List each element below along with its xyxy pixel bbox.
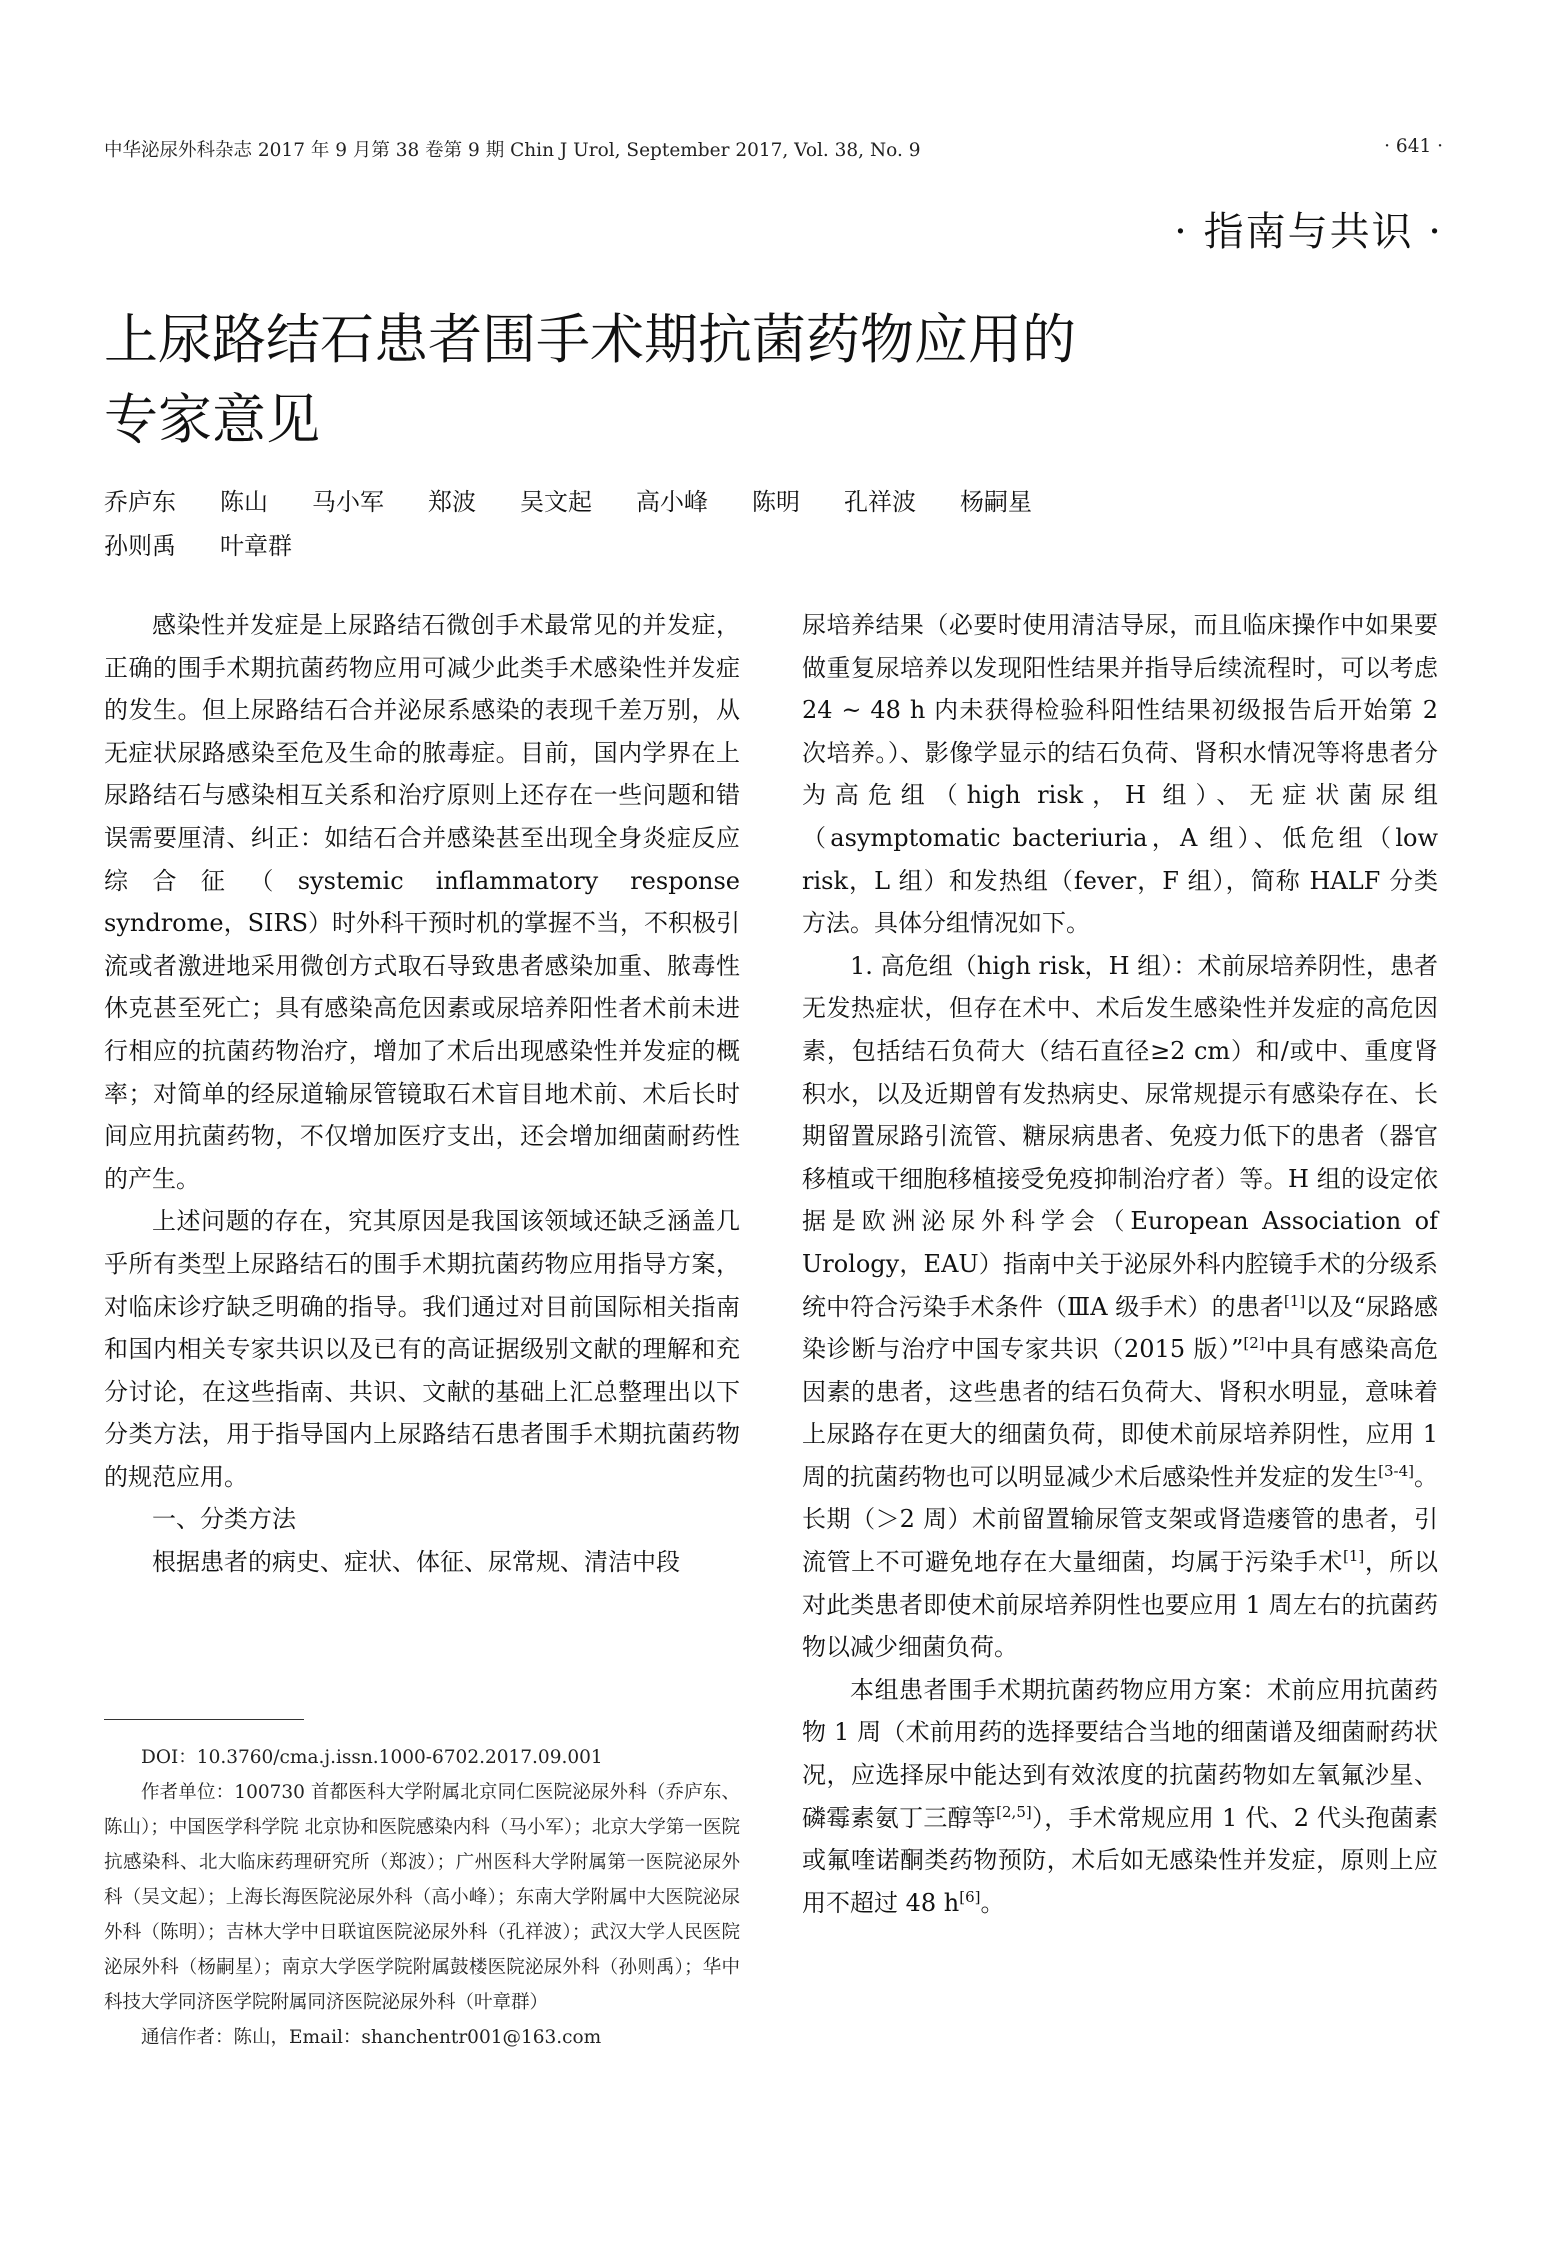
body-paragraph: 上述问题的存在，究其原因是我国该领域还缺乏涵盖几乎所有类型上尿路结石的围手术期抗菌药物应用指导方案，对临床诊疗缺乏明确的指导。我们通过对目前国际相关指南和国内相关专家共识以及已有的高证据级别文献的理解和充分讨论，在这些指南、共识、文献的基础上汇总整理出以下分类方法，用于指导国内上尿路结石患者围手术期抗菌药物的规范应用。 xyxy=(104,1207,740,1491)
left-column xyxy=(104,604,740,1584)
text-run: 。 xyxy=(980,1888,1005,1917)
affiliation-note: 作者单位：100730 首都医科大学附属北京同仁医院泌尿外科（乔庐东、陈山）；中国医学科学院 北京协和医院感染内科（马小军）；北京大学第一医院抗感染科、北大临床药理研究所（郑波）；广州医科大学附属第一医院泌尿外科（吴文起）；上海长海医院泌尿外科（高小峰）；东南大学附属中大医院泌尿外科（陈明）；吉林大学中日联谊医院泌尿外科（孔祥波）；武汉大学人民医院泌尿外科（杨嗣星）；南京大学医学院附属鼓楼医院泌尿外科（孙则禹）；华中科技大学同济医学院附属同济医院泌尿外科（叶章群） xyxy=(104,1782,740,2013)
author: 高小峰 xyxy=(636,488,708,516)
author-list xyxy=(104,480,1404,568)
author: 孔祥波 xyxy=(844,488,916,516)
body-paragraph xyxy=(802,1669,1438,1925)
text-run: ，所以对此类患者即使术前尿培养阴性也要应用 1 周左右的抗菌药物以减少细菌负荷。 xyxy=(802,1548,1439,1662)
running-head: 中华泌尿外科杂志 2017 年 9 月第 38 卷第 9 期 Chin J Urol, September 2017, Vol. 38, No. 9 xyxy=(104,140,921,161)
author: 马小军 xyxy=(312,488,384,516)
author: 杨嗣星 xyxy=(960,488,1032,516)
author: 孙则禹 xyxy=(104,532,176,560)
article-title xyxy=(104,300,1404,460)
footnotes xyxy=(104,1740,740,2055)
text-run: 中具有感染高危因素的患者，这些患者的结石负荷大、肾积水明显，意味着上尿路存在更大的细菌负荷，即使术前尿培养阴性，应用 1 周的抗菌药物也可以明显减少术后感染性并发症的发生 xyxy=(802,1335,1439,1491)
body-paragraph: 尿培养结果（必要时使用清洁导尿，而且临床操作中如果要做重复尿培养以发现阳性结果并指导后续流程时，可以考虑 24 ~ 48 h 内未获得检验科阳性结果初级报告后开始第 2 次培养。）、影像学显示的结石负荷、肾积水情况等将患者分为高危组（high risk，H 组）、无症状菌尿组（asymptomatic bacteriuria，A 组）、低危组（low risk，L 组）和发热组（fever，F 组），简称 HALF 分类方法。具体分组情况如下。 xyxy=(802,611,1438,938)
section-heading: 一、分类方法 xyxy=(152,1505,296,1534)
author: 郑波 xyxy=(428,488,476,516)
correspondence-note: 通信作者：陈山，Email：shanchentr001@163.com xyxy=(141,2027,602,2048)
citation-ref: [2,5] xyxy=(996,1802,1032,1821)
citation-ref: [1] xyxy=(1342,1547,1365,1566)
text-run: 以及“尿路感染诊断与治疗中国专家共识（2015 版）” xyxy=(802,1292,1438,1364)
author: 陈明 xyxy=(752,488,800,516)
title-line-2: 专家意见 xyxy=(104,388,320,451)
column-label: · 指南与共识 · xyxy=(1174,209,1443,255)
page-number: · 641 · xyxy=(1384,136,1443,157)
text-run: 。长期（＞2 周）术前留置输尿管支架或肾造瘘管的患者，引流管上不可避免地存在大量细菌，均属于污染手术 xyxy=(802,1462,1439,1577)
right-column xyxy=(802,604,1438,1924)
body-paragraph xyxy=(802,945,1438,1669)
text-run: 本组患者围手术期抗菌药物应用方案：术前应用抗菌药物 1 周（术前用药的选择要结合当地的细菌谱及细菌耐药状况，应选择尿中能达到有效浓度的抗菌药物如左氧氟沙星、磷霉素氨丁三醇等 xyxy=(802,1675,1438,1832)
doi: DOI：10.3760/cma.j.issn.1000-6702.2017.09.001 xyxy=(141,1747,603,1768)
citation-ref: [3-4] xyxy=(1378,1461,1414,1480)
citation-ref: [1] xyxy=(1283,1291,1306,1310)
author: 陈山 xyxy=(220,488,268,516)
text-run: ），手术常规应用 1 代、2 代头孢菌素或氟喹诺酮类药物预防，术后如无感染性并发症，原则上应用不超过 48 h xyxy=(802,1803,1438,1917)
footnote-divider xyxy=(104,1719,304,1720)
author: 吴文起 xyxy=(520,488,592,516)
citation-ref: [6] xyxy=(959,1887,981,1906)
author: 乔庐东 xyxy=(104,488,176,516)
title-line-1: 上尿路结石患者围手术期抗菌药物应用的 xyxy=(104,308,1076,371)
body-paragraph: 根据患者的病史、症状、体征、尿常规、清洁中段 xyxy=(152,1548,680,1577)
author: 叶章群 xyxy=(220,532,292,560)
body-paragraph: 感染性并发症是上尿路结石微创手术最常见的并发症，正确的围手术期抗菌药物应用可减少此类手术感染性并发症的发生。但上尿路结石合并泌尿系感染的表现千差万别，从无症状尿路感染至危及生命的脓毒症。目前，国内学界在上尿路结石与感染相互关系和治疗原则上还存在一些问题和错误需要厘清、纠正：如结石合并感染甚至出现全身炎症反应综合征（systemic inflammatory response syndrome，SIRS）时外科干预时机的掌握不当，不积极引流或者激进地采用微创方式取石导致患者感染加重、脓毒性休克甚至死亡；具有感染高危因素或尿培养阳性者术前未进行相应的抗菌药物治疗，增加了术后出现感染性并发症的概率；对简单的经尿道输尿管镜取石术盲目地术前、术后长时间应用抗菌药物，不仅增加医疗支出，还会增加细菌耐药性的产生。 xyxy=(104,611,741,1193)
text-run: 1. 高危组（high risk，H 组）：术前尿培养阴性，患者无发热症状，但存在术中、术后发生感染性并发症的高危因素，包括结石负荷大（结石直径≥2 cm）和/或中、重度肾积水，以及近期曾有发热病史、尿常规提示有感染存在、长期留置尿路引流管、糖尿病患者、免疫力低下的患者（器官移植或干细胞移植接受免疫抑制治疗者）等。H 组的设定依据是欧洲泌尿外科学会（European Association of Urology，EAU）指南中关于泌尿外科内腔镜手术的分级系统中符合污染手术条件（ⅢA 级手术）的患者 xyxy=(802,951,1438,1321)
citation-ref: [2] xyxy=(1243,1334,1265,1353)
